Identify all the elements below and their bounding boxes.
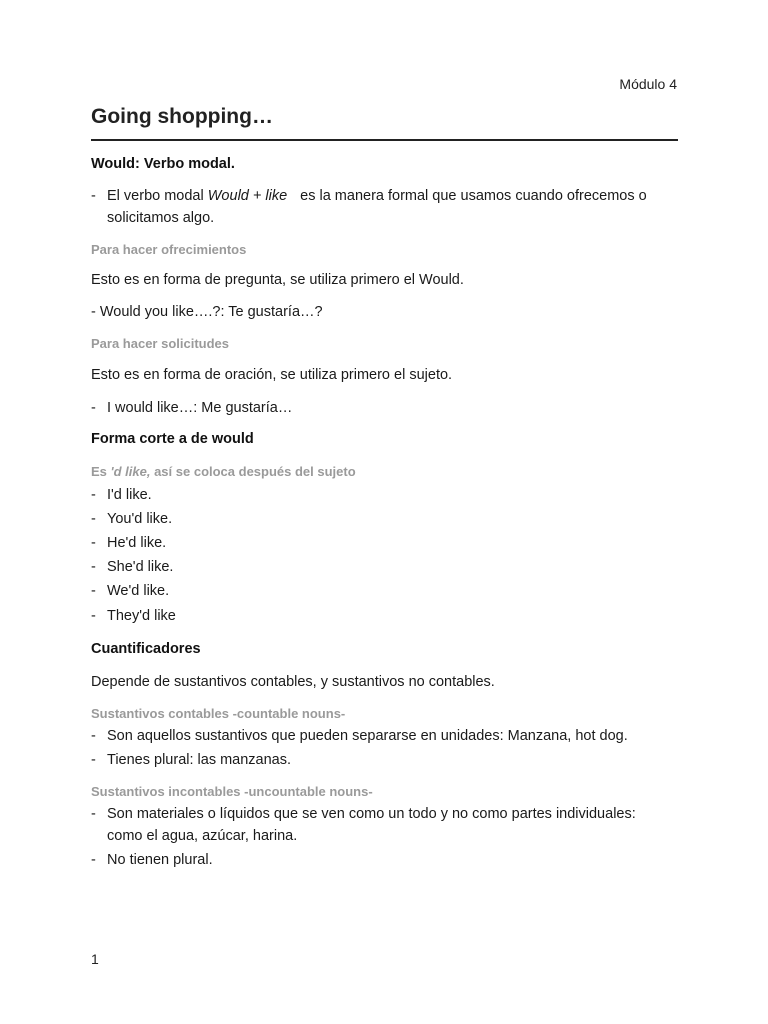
bullet-dash: - <box>91 806 96 822</box>
offers-example: - Would you like….?: Te gustaría…? <box>91 304 323 320</box>
requests-example: I would like…: Me gustaría… <box>107 400 293 416</box>
quantifiers-text: Depende de sustantivos contables, y sustantivos no contables. <box>91 674 495 690</box>
subheading-requests: Para hacer solicitudes <box>91 336 230 351</box>
bullet-dash: - <box>91 535 96 551</box>
subheading-offers: Para hacer ofrecimientos <box>91 242 247 257</box>
list-item: You'd like. <box>107 511 173 527</box>
subheading-short-form: Es 'd like, así se coloca después del sujeto <box>91 464 356 479</box>
bullet-dash: - <box>91 608 96 624</box>
requests-text: Esto es en forma de oración, se utiliza primero el sujeto. <box>91 367 453 383</box>
list-item-continuation: como el agua, azúcar, harina. <box>107 828 298 844</box>
section-heading-quantifiers: Cuantificadores <box>91 641 201 657</box>
would-intro-line1: El verbo modal Would + like es la manera formal que usamos cuando ofrecemos o <box>107 188 647 204</box>
subheading-uncountable: Sustantivos incontables -uncountable nouns- <box>91 784 373 799</box>
page-title: Going shopping… <box>91 105 273 128</box>
subheading-countable: Sustantivos contables -countable nouns- <box>91 706 346 721</box>
bullet-dash: - <box>91 188 96 204</box>
bullet-dash: - <box>91 487 96 503</box>
list-item: Tienes plural: las manzanas. <box>107 752 292 768</box>
list-item: No tienen plural. <box>107 852 213 868</box>
list-item: They'd like <box>107 608 176 624</box>
list-item: He'd like. <box>107 535 167 551</box>
list-item: She'd like. <box>107 559 174 575</box>
list-item: Son aquellos sustantivos que pueden separarse en unidades: Manzana, hot dog. <box>107 728 628 744</box>
section-heading-short-form: Forma corte a de would <box>91 431 254 447</box>
offers-text: Esto es en forma de pregunta, se utiliza primero el Would. <box>91 272 464 288</box>
module-label: Módulo 4 <box>619 76 677 92</box>
bullet-dash: - <box>91 559 96 575</box>
bullet-dash: - <box>91 583 96 599</box>
page-number: 1 <box>91 951 99 967</box>
section-heading-would: Would: Verbo modal. <box>91 156 235 172</box>
title-divider <box>91 139 678 141</box>
bullet-dash: - <box>91 400 96 416</box>
bullet-dash: - <box>91 728 96 744</box>
would-intro-line2: solicitamos algo. <box>107 210 215 226</box>
list-item: I'd like. <box>107 487 152 503</box>
bullet-dash: - <box>91 852 96 868</box>
bullet-dash: - <box>91 752 96 768</box>
list-item: Son materiales o líquidos que se ven como un todo y no como partes individuales: <box>107 806 636 822</box>
list-item: We'd like. <box>107 583 170 599</box>
bullet-dash: - <box>91 511 96 527</box>
